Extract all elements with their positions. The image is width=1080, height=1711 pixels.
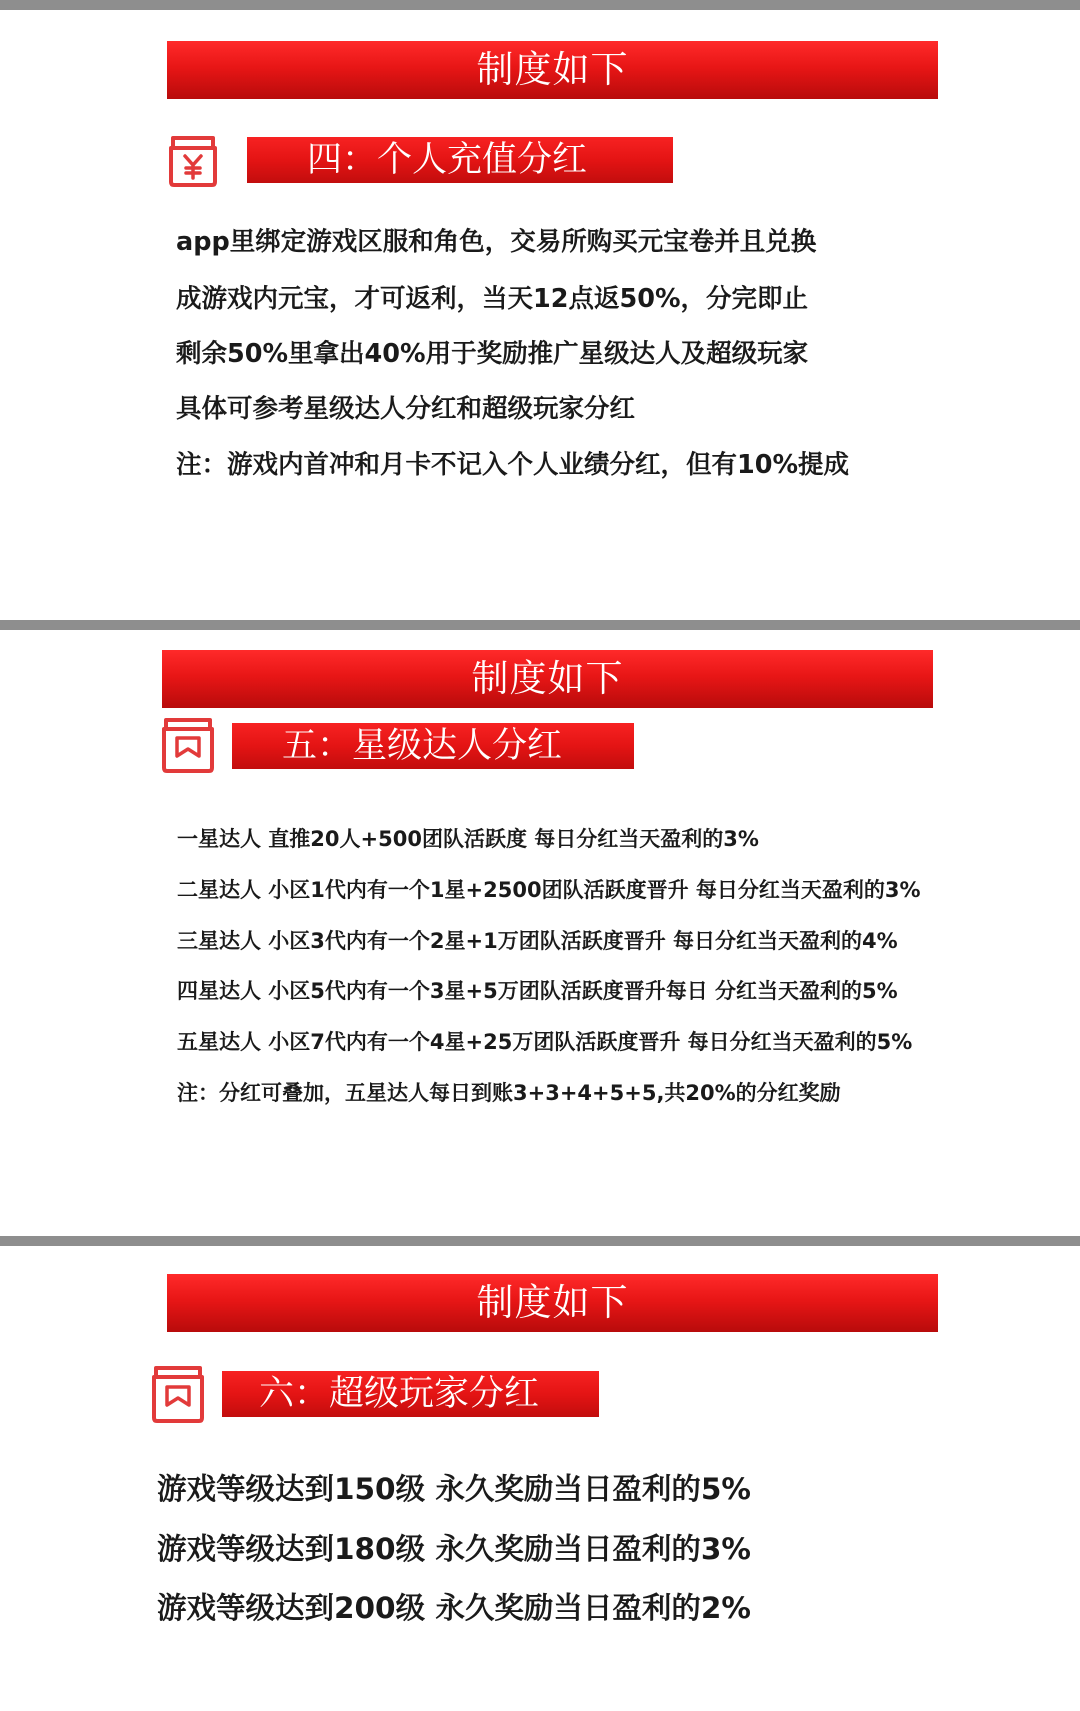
section-divider bbox=[0, 620, 1080, 630]
section-subtitle: 五：星级达人分红 bbox=[232, 723, 634, 769]
gift-box-icon bbox=[160, 716, 216, 774]
text-line: 游戏等级达到200级 永久奖励当日盈利的2% bbox=[157, 1591, 751, 1625]
text-line: 注：分红可叠加，五星达人每日到账3+3+4+5+5,共20%的分红奖励 bbox=[177, 1081, 841, 1105]
section-subtitle: 六：超级玩家分红 bbox=[222, 1371, 599, 1417]
text-line: 注：游戏内首冲和月卡不记入个人业绩分红，但有10%提成 bbox=[176, 450, 850, 480]
text-line: app里绑定游戏区服和角色，交易所购买元宝卷并且兑换 bbox=[176, 227, 817, 257]
text-line: 成游戏内元宝，才可返利，当天12点返50%，分完即止 bbox=[176, 284, 809, 314]
section-subtitle: 四：个人充值分红 bbox=[247, 137, 673, 183]
text-line: 四星达人 小区5代内有一个3星+5万团队活跃度晋升每日 分红当天盈利的5% bbox=[177, 979, 898, 1003]
gift-box-icon bbox=[150, 1364, 206, 1424]
text-line: 三星达人 小区3代内有一个2星+1万团队活跃度晋升 每日分红当天盈利的4% bbox=[177, 929, 898, 953]
section-header: 制度如下 bbox=[167, 41, 938, 99]
section-divider bbox=[0, 1236, 1080, 1246]
text-line: 具体可参考星级达人分红和超级玩家分红 bbox=[176, 394, 636, 424]
yen-envelope-icon bbox=[167, 134, 219, 188]
top-divider bbox=[0, 0, 1080, 10]
section-header: 制度如下 bbox=[167, 1274, 938, 1332]
text-line: 五星达人 小区7代内有一个4星+25万团队活跃度晋升 每日分红当天盈利的5% bbox=[177, 1030, 913, 1054]
text-line: 一星达人 直推20人+500团队活跃度 每日分红当天盈利的3% bbox=[177, 827, 759, 851]
text-line: 剩余50%里拿出40%用于奖励推广星级达人及超级玩家 bbox=[176, 339, 809, 369]
text-line: 二星达人 小区1代内有一个1星+2500团队活跃度晋升 每日分红当天盈利的3% bbox=[177, 878, 921, 902]
section-header: 制度如下 bbox=[162, 650, 933, 708]
text-line: 游戏等级达到180级 永久奖励当日盈利的3% bbox=[157, 1532, 751, 1566]
text-line: 游戏等级达到150级 永久奖励当日盈利的5% bbox=[157, 1472, 751, 1506]
